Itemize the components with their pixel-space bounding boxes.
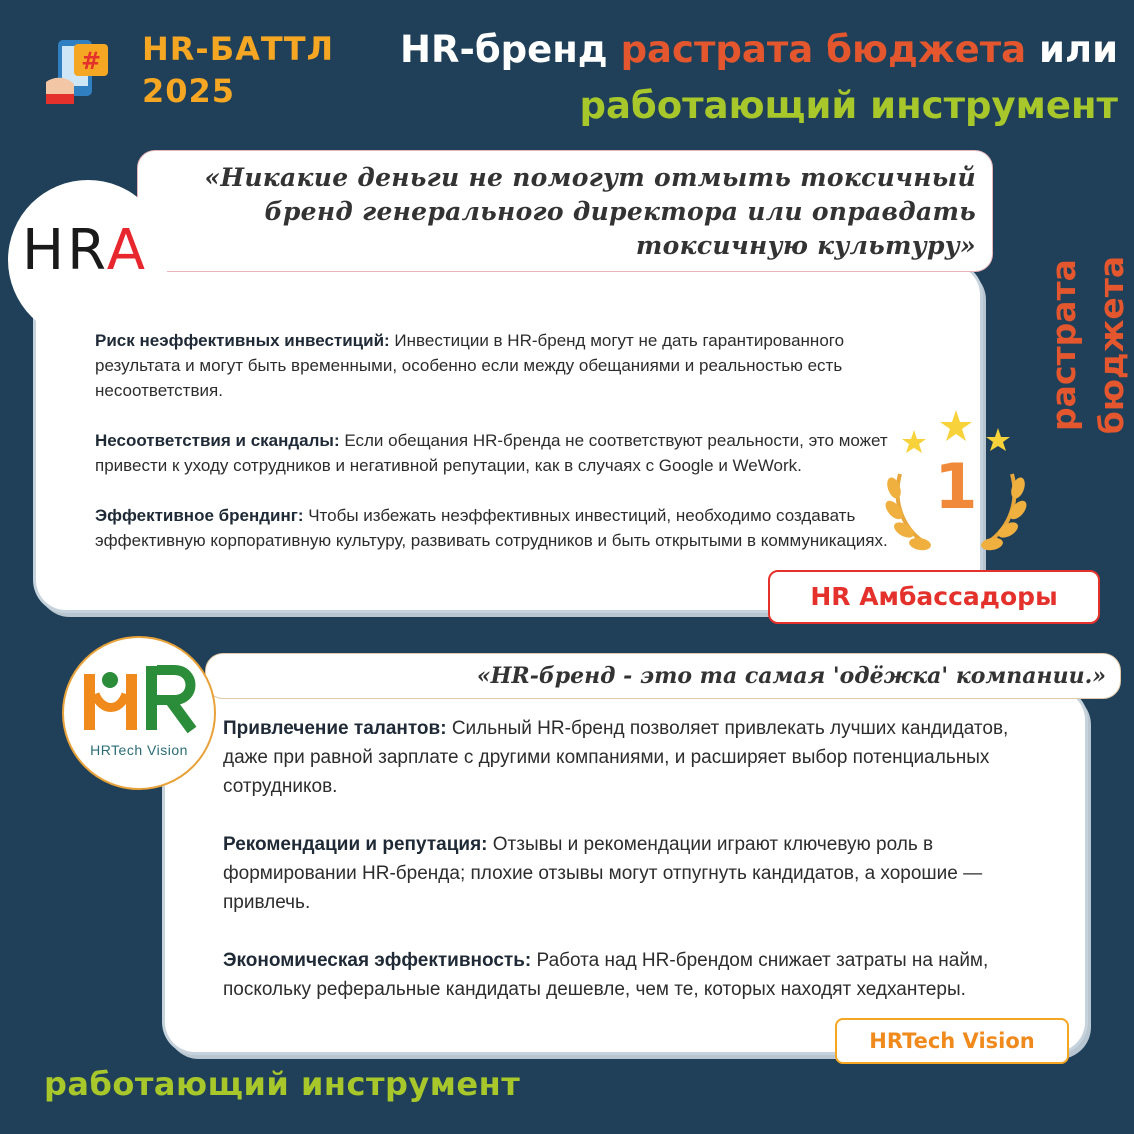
point-text: Работа над HR-брендом снижает затраты на найм, поскольку реферальные кандидаты дешевле, чем те, которых находят хедхантеры. <box>223 950 989 1000</box>
point-text: Инвестиции в HR-бренд могут не дать гарантированного результата и могут быть временными, особенно если между обещаниями и реальностью есть несоответствия. <box>95 331 845 400</box>
first-place-award-icon <box>870 404 1040 564</box>
page-title-line1 <box>358 22 1118 78</box>
title-part-waste: растрата бюджета <box>620 28 1027 71</box>
point-scandals <box>95 428 925 478</box>
title-part-hr-brand: HR-бренд <box>400 28 621 71</box>
hra-logo <box>8 180 168 340</box>
card2-points <box>223 714 1053 1033</box>
battle-title-name: HR-БАТТЛ <box>142 30 335 68</box>
point-title: Риск неэффективных инвестиций: <box>95 331 390 350</box>
footer-label-tool: работающий инструмент <box>44 1065 521 1103</box>
hrtech-vision-logo <box>62 636 216 790</box>
point-branding <box>95 503 925 553</box>
page-title-line2: работающий инструмент <box>579 84 1118 127</box>
hrtech-logo-caption: HRTech Vision <box>90 742 188 758</box>
point-risk <box>95 328 925 403</box>
point-title: Рекомендации и репутация: <box>223 834 488 855</box>
battle-title-year: 2025 <box>142 72 236 110</box>
page-title <box>358 22 1118 134</box>
title-part-or: или <box>1026 28 1118 71</box>
point-text: Если обещания HR-бренда не соответствуют реальности, это может привести к уходу сотрудников и негативной репутации, как в случаях с Google и WeWork. <box>95 431 888 475</box>
point-title: Экономическая эффективность: <box>223 950 532 971</box>
battle-title <box>142 28 372 112</box>
point-title: Несоответствия и скандалы: <box>95 431 340 450</box>
award-number: 1 <box>934 450 978 523</box>
point-text: Чтобы избежать неэффективных инвестиций, необходимо создавать эффективную корпоративную культуру, развивать сотрудников и быть открытыми в коммуникациях. <box>95 506 888 550</box>
point-economics <box>223 946 1053 1004</box>
hr-logo-icon <box>78 660 202 740</box>
side-label-waste: растрата бюджета <box>1044 255 1131 435</box>
svg-text:#: # <box>80 47 102 75</box>
hashtag-phone-icon <box>44 36 114 108</box>
hra-logo-text <box>22 218 148 283</box>
hra-logo-main: HR <box>22 218 107 283</box>
point-reputation <box>223 830 1053 917</box>
point-text: Отзывы и рекомендации играют ключевую роль в формировании HR-бренда; плохие отзывы могут отпугнуть кандидатов, а хорошие — привлечь. <box>223 834 983 913</box>
badge-hr-ambassadors: HR Амбассадоры <box>768 570 1100 624</box>
point-talents <box>223 714 1053 801</box>
point-title: Эффективное брендинг: <box>95 506 304 525</box>
point-title: Привлечение талантов: <box>223 718 447 739</box>
hra-logo-accent: A <box>106 218 149 283</box>
card1-points <box>95 328 925 578</box>
quote-hrtech: «HR-бренд - это та самая 'одёжка' компании.» <box>205 653 1121 699</box>
badge-hrtech-vision: HRTech Vision <box>835 1018 1069 1064</box>
quote-hra: «Никакие деньги не помогут отмыть токсичный бренд генерального директора или оправдать токсичную культуру» <box>137 150 993 272</box>
point-text: Сильный HR-бренд позволяет привлекать лучших кандидатов, даже при равной зарплате с другими компаниями, и расширяет выбор потенциальных сотрудников. <box>223 718 1009 797</box>
